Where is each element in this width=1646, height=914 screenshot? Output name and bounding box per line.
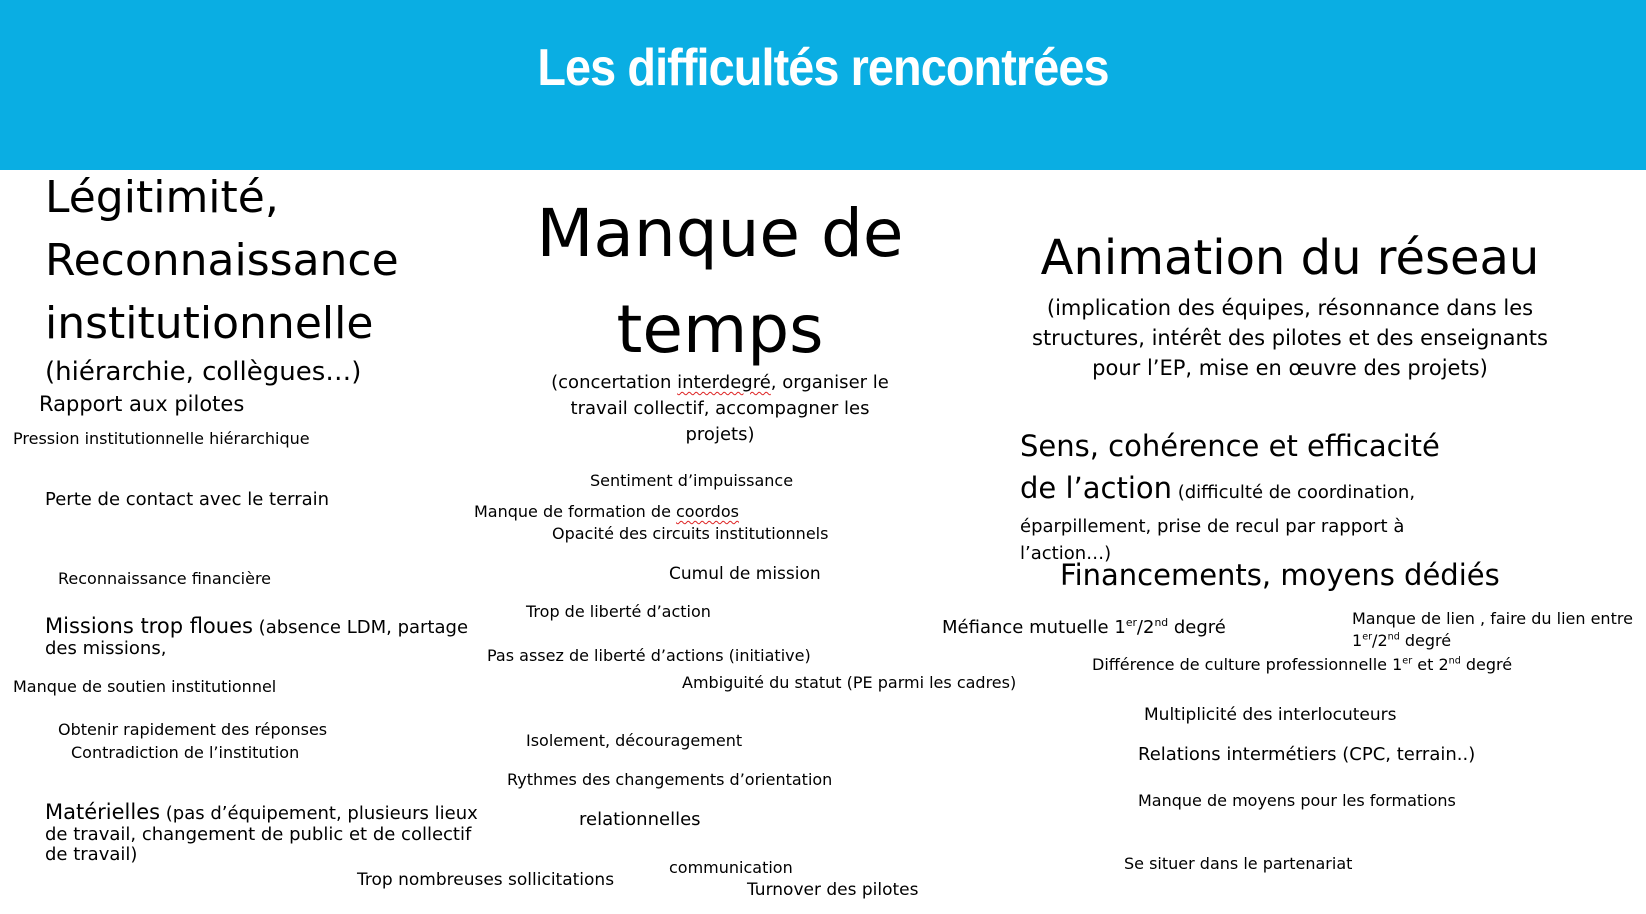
financements: Financements, moyens dédiés: [1060, 558, 1500, 592]
middle-heading-line: Manque de: [536, 195, 904, 272]
item-isolement: Isolement, découragement: [526, 731, 743, 750]
item-sollicitations: Trop nombreuses sollicitations: [357, 870, 615, 890]
item-contradiction: Contradiction de l’institution: [71, 743, 300, 762]
slide-title: Les difficultés rencontrées: [537, 39, 1109, 97]
item-ambiguite: Ambiguité du statut (PE parmi les cadres): [682, 673, 1017, 692]
lien-line2: 1er/2nd degré: [1352, 631, 1452, 650]
left-subheading: (hiérarchie, collègues…): [45, 357, 362, 387]
right-subheading: [1010, 293, 1570, 383]
middle-sub-word: interdegré: [677, 372, 771, 393]
left-heading-line: institutionnelle: [45, 298, 374, 349]
item-pas-liberte: Pas assez de liberté d’actions (initiative): [487, 646, 811, 665]
middle-subheading: [520, 370, 920, 448]
left-heading: [45, 166, 399, 355]
middle-heading-line: temps: [616, 291, 824, 368]
formation-a: Manque de formation de: [474, 502, 676, 521]
item-turnover: Turnover des pilotes: [747, 880, 919, 900]
materielles-line2: de travail, changement de public et de collectif: [45, 823, 472, 845]
right-sub-line: (implication des équipes, résonnance dans les: [1046, 296, 1534, 320]
sens-line2-big: de l’action: [1020, 471, 1173, 505]
materielles-bold: Matérielles: [45, 800, 161, 824]
left-heading-line: Légitimité,: [45, 172, 279, 223]
missions-line2: des missions,: [45, 637, 167, 659]
missions-bold: Missions trop floues: [45, 614, 253, 638]
item-materielles: [45, 800, 478, 866]
sens-line2-small: (difficulté de coordination,: [1172, 482, 1416, 503]
item-pression: Pression institutionnelle hiérarchique: [13, 429, 310, 448]
sens-line1: Sens, cohérence et efficacité: [1020, 429, 1440, 463]
item-relations: Relations intermétiers (CPC, terrain..): [1138, 744, 1476, 765]
item-formation-coordos: [474, 503, 739, 521]
item-opacite: Opacité des circuits institutionnels: [552, 524, 829, 543]
middle-heading: [520, 186, 920, 378]
rapport-pilotes: Rapport aux pilotes: [39, 392, 245, 416]
sens-coherence: [1020, 424, 1440, 567]
item-missions: [45, 614, 468, 659]
sens-line3: éparpillement, prise de recul par rapport à: [1020, 516, 1405, 537]
right-heading: Animation du réseau: [1040, 230, 1540, 286]
item-reponses: Obtenir rapidement des réponses: [58, 720, 328, 739]
middle-sub-b: , organiser le: [770, 372, 889, 393]
formation-word: coordos: [676, 502, 739, 521]
item-reconnaissance-financiere: Reconnaissance financière: [58, 569, 272, 588]
middle-sub-line2: travail collectif, accompagner les: [570, 398, 870, 419]
item-impuissance: Sentiment d’impuissance: [590, 471, 794, 490]
item-cumul: Cumul de mission: [669, 564, 821, 584]
materielles-rest: (pas d’équipement, plusieurs lieux: [160, 803, 478, 824]
item-moyens-formations: Manque de moyens pour les formations: [1138, 791, 1456, 810]
item-manque-lien: [1352, 608, 1633, 652]
item-communication: communication: [669, 858, 793, 877]
missions-rest: (absence LDM, partage: [252, 617, 469, 638]
right-sub-line: structures, intérêt des pilotes et des enseignants: [1032, 326, 1548, 350]
middle-sub-line3: projets): [685, 424, 755, 445]
lien-line1: Manque de lien , faire du lien entre: [1352, 609, 1633, 628]
item-relationnelles: relationnelles: [579, 809, 701, 830]
item-perte-contact: Perte de contact avec le terrain: [45, 489, 330, 510]
left-heading-line: Reconnaissance: [45, 235, 399, 286]
right-sub-line: pour l’EP, mise en œuvre des projets): [1092, 356, 1488, 380]
item-culture: Différence de culture professionnelle 1er et 2nd degré: [1092, 655, 1513, 674]
item-partenariat: Se situer dans le partenariat: [1124, 854, 1353, 873]
item-mefiance: Méfiance mutuelle 1er/2nd degré: [942, 616, 1226, 638]
sens-line4: l’action…): [1020, 543, 1112, 564]
item-soutien: Manque de soutien institutionnel: [13, 677, 277, 696]
item-rythmes: Rythmes des changements d’orientation: [507, 770, 833, 789]
materielles-line3: de travail): [45, 844, 138, 866]
item-trop-liberte: Trop de liberté d’action: [526, 602, 711, 621]
item-multiplicite: Multiplicité des interlocuteurs: [1144, 705, 1397, 725]
middle-sub-a: (concertation: [551, 372, 678, 393]
